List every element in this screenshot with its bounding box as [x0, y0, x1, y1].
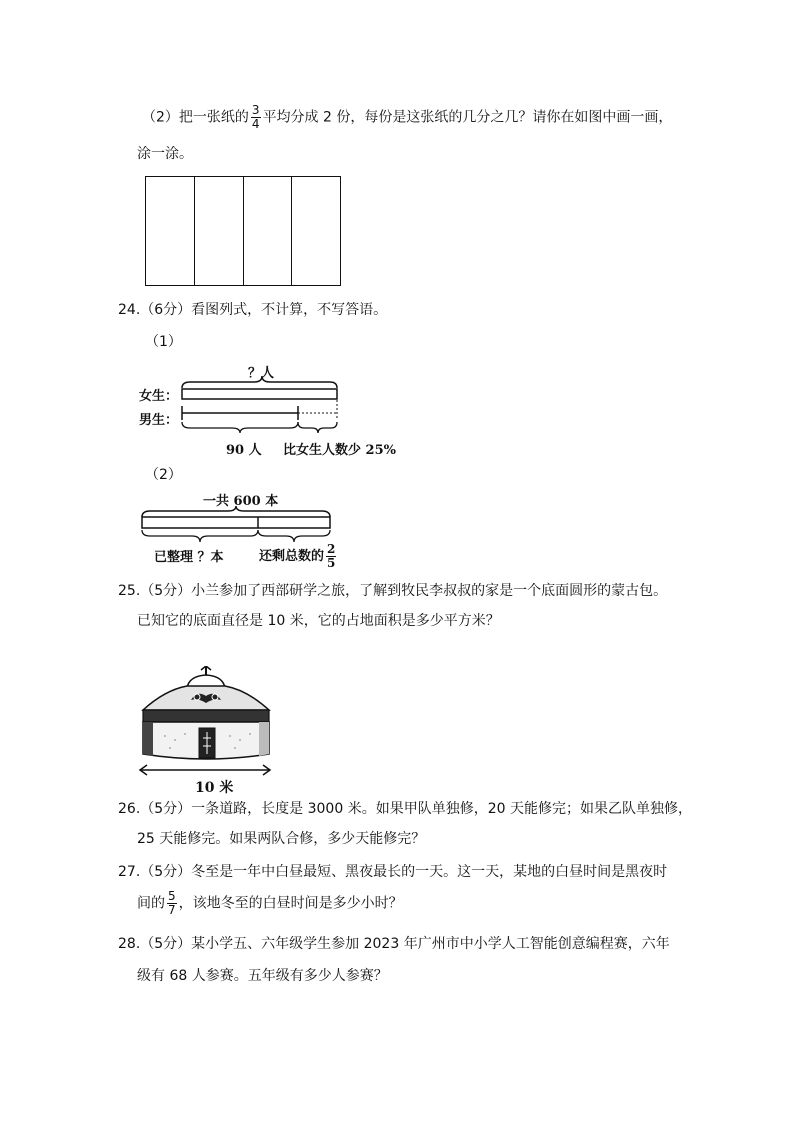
d2-total-bar	[142, 517, 330, 528]
q23-part2-line1	[142, 104, 672, 131]
d1-boys-label: 男生：	[139, 413, 179, 428]
q23-part2-line2: 涂一涂。	[137, 146, 193, 162]
q26-line1: 26.（5分）一条道路，长度是 3000 米。如果甲队单独修，20 天能修完；如果乙队单独修，	[118, 801, 692, 817]
d1-girls-bar	[182, 389, 337, 399]
q25-line1: 25.（5分）小兰参加了西部研学之旅，了解到牧民李叔叔的家是一个底面圆形的蒙古包。	[118, 583, 668, 599]
d1-top-brace	[182, 376, 337, 388]
fraction-three-quarters: $\frac{3}{4}$	[251, 103, 260, 131]
q27-line2-post: ，该地冬至的白昼时间是多少小时？	[178, 895, 403, 912]
paper-rectangle-four-parts	[145, 176, 341, 286]
q25-line2: 已知它的底面直径是 10 米，它的占地面积是多少平方米？	[137, 613, 500, 629]
q24-part2-label: （2）	[145, 467, 182, 483]
q23-part2-text: 平均分成 2 份，每份是这张纸的几分之几？请你在如图中画一画，	[262, 109, 673, 126]
d2-top-brace	[142, 506, 330, 517]
q27-line2-pre: 间的	[137, 895, 165, 912]
segment-diagram-2	[138, 505, 338, 545]
paper-part-4	[292, 177, 340, 285]
d1-bottom-right-label: 比女生人数少 25%	[283, 443, 396, 458]
d1-bottom-brace-left	[182, 422, 298, 433]
d2-top-label: 一共 600 本	[203, 494, 279, 509]
yurt-illustration	[135, 666, 275, 778]
d2-bottom-brace-right	[258, 530, 330, 542]
d1-bottom-left-label: 90 人	[226, 443, 262, 458]
q26-line2: 25 天能修完。如果两队合修，多少天能修完？	[137, 831, 426, 847]
d2-bottom-right	[259, 543, 338, 570]
paper-part-3	[244, 177, 293, 285]
q27-line2	[137, 890, 403, 917]
q27-line1: 27.（5分）冬至是一年中白昼最短、黑夜最长的一天。这一天，某地的白昼时间是黑夜时	[118, 864, 668, 880]
d2-bottom-brace-left	[142, 530, 258, 542]
d2-bottom-left-label: 已整理 ？本	[154, 550, 224, 565]
q24-title: 24.（6分）看图列式，不计算，不写答语。	[118, 302, 388, 318]
q28-line2: 级有 68 人参赛。五年级有多少人参赛？	[137, 968, 388, 984]
segment-diagram-1	[170, 366, 350, 434]
paper-part-2	[195, 177, 244, 285]
q23-part2-label: （2）把一张纸的	[142, 109, 249, 126]
paper-part-1	[146, 177, 195, 285]
d2-bottom-right-label: 还剩总数的	[259, 549, 325, 564]
d1-bottom-brace-right	[298, 422, 337, 433]
d1-top-label: ？人	[248, 366, 275, 381]
fraction-two-fifths: $\frac{2}{5}$	[327, 542, 336, 570]
fraction-five-sevenths: $\frac{5}{7}$	[168, 889, 176, 917]
q24-part1-label: （1）	[145, 334, 182, 350]
q28-line1: 28.（5分）某小学五、六年级学生参加 2023 年广州市中小学人工智能创意编程赛，六年	[118, 936, 670, 952]
yurt-diameter-label: 10 米	[195, 780, 234, 796]
d1-girls-label: 女生：	[139, 389, 179, 404]
